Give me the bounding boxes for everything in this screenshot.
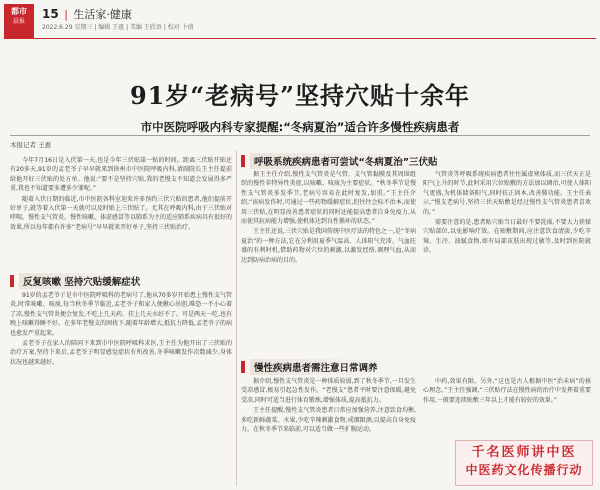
column-divider <box>236 150 237 486</box>
heading-marker <box>10 275 14 287</box>
section-heading-b <box>241 153 446 169</box>
logo-line2: 晨报 <box>12 18 25 25</box>
body-paragraph: 91岁的孟老爷子是市中医院呼吸科的老病号了,他从70多岁开始患上慢性支气管炎,时常咳嗽、咳痰,每当秋冬季节临近,孟老爷子和家人便揪心吊胆,唯恐一不小心着了凉,慢性支气管炎便会复发,不吃上几天药、挂上几天水好不了。可是两天一吃,也有晚上咳嗽得睡不好。在多年老慢支的困扰下,随着年龄增大,抵抗力降低,孟老爷子的病也愈发严重起来。 <box>10 292 232 337</box>
body-paragraph: 据王主任介绍,慢性支气管炎是气管、支气管黏膜及其周围组织的慢性非特异性炎症,以咳嗽、咳痰为主要症状。“秋冬季节是慢性支气管炎多发季节,老病号容易在此时复发,加重。”王主任介绍,“该病发作时,可通过一些药物缓解症状,但往往会标不治本,而使用三伏贴,在明显改善患者症状的同时还能提高患者自身免疫力,从而使其抗病能力增强,使机体达到良性循环的状态。” <box>241 171 416 226</box>
intro-paragraph: 随着入伏日期的临近,市中医院各科室迎来许多预约三伏穴贴的患者,他们提前开好单子,就等着入伏第一天就可以及时贴上三伏贴了。尤其在呼吸内科,由于三伏贴对哮喘、慢性支气管炎、慢性咳嗽、体虚感冒等以肺系为主的适应肺系疾病具有很好的效果,所以每年都有许多“老病号”早早就来开好单子,坚持三伏贴治疗。 <box>10 195 233 231</box>
section-c-title: 慢性疾病患者需注意日常调养 <box>250 359 386 375</box>
headline: 91岁“老病号”坚持穴贴十余年 <box>129 81 470 110</box>
section-b-body-right <box>423 170 591 257</box>
byline: 本报记者 王惠 <box>10 141 52 149</box>
intro-paragraph: 今年7月16日是入伏第一天,也是今年三伏贴第一贴的时间。距离三伏贴开贴还有20多天,91岁的孟老爷子早早就来到徐州市中医院呼吸内科,请副院长王主任提前给他开好三伏贴的处方单。他说:“要不是坚持穴贴,我的老慢支不知道会发展得多严重,我也不知道要多遭多少罪呢。” <box>10 157 232 193</box>
campaign-line1: 千名医师讲中医 <box>471 445 577 460</box>
heading-marker <box>241 155 245 167</box>
body-paragraph: 气管炎等呼吸系统疾病患者往往属虚寒体质,而三伏天正是阳气上升的时节,此时采用穴位贴敷的方法加以调治,可使人体阳气更盛,为机体储备阳气,同时扶正固本,改善肺功能。王主任表示,“慢支老病号,坚持三伏天贴敷是经过慢性支气管炎患者喜欢的。” <box>423 171 591 216</box>
subheadline: 市中医院呼吸内科专家提醒:“冬病夏治”适合许多慢性疾病患者 <box>140 120 460 134</box>
logo-line1: 都市 <box>11 7 27 16</box>
page-info: 2022.6.29 星期三 | 编辑 王惠 | 美编 王欣语 | 校对 卜倩 <box>42 24 194 31</box>
header-rule <box>4 38 596 39</box>
section-heading-c <box>241 359 386 375</box>
header-separator: | <box>64 8 68 21</box>
section-b-body-left <box>241 170 416 266</box>
title-rule <box>10 135 590 136</box>
body-paragraph: 中药,效果有限。另外,“这也是古人根据中医“治未病”的核心理念。”王主任强调,“三伏贴疗法在慢性病的治疗中发挥着重要作用,一般要连续贴敷三年以上才能有较好的效果。” <box>423 378 591 404</box>
body-paragraph: 孟老爷子在家人的陪同下来到市中医院呼吸科求医,王主任为他开出了三伏贴的治疗方案,坚持下来后,孟老爷子明显感觉症状有所改善,冬季咳嗽发作次数减少,身体状况也越来越好。 <box>10 340 232 366</box>
section-b-title: 呼吸系统疾病患者可尝试“冬病夏治”三伏贴 <box>250 153 446 169</box>
page-header <box>42 6 132 22</box>
page-number: 15 <box>42 7 59 21</box>
body-paragraph: 王主任还说,三伏穴贴是我国传统中医疗法的特色之一,是“冬病夏治”的一种方法,它在分利用夏季气温高、人体阳气充沛、气血旺盛的有利时机,借助药物对穴位的刺激,以激发经络,调理气血,从而达到防病治病的目的。 <box>241 228 416 264</box>
section-heading-a <box>10 273 148 289</box>
campaign-stamp <box>455 440 593 486</box>
body-paragraph: 王主任提醒,慢性支气管炎患者日常应加强营养,注意饮食均衡,多吃新鲜蔬菜、水果,少吃辛辣刺激食物,戒烟限酒,以提高自身免疫力。在秋冬季节来临前,可以适当做一些扩胸运动。 <box>241 407 416 434</box>
section-a-title: 反复咳嗽 坚持穴贴缓解症状 <box>19 273 148 289</box>
left-column <box>10 156 232 233</box>
body-paragraph: 需要注意的是,患者贴穴贴当日最好不要洗澡,不要大力搓揉穴贴部位,以免影响疗效。在贴敷期间,应注意饮食清淡,少吃辛辣、生冷、油腻食物,如有局部皮肤出现过敏等,及时到医院就诊。 <box>423 219 591 255</box>
section-c-body-left <box>241 377 416 435</box>
heading-marker <box>241 361 245 373</box>
section-a-body <box>10 291 232 368</box>
section-c-body-right <box>423 377 591 437</box>
section-name: 生活家·健康 <box>73 8 132 21</box>
body-paragraph: 据介绍,慢性支气管炎是一种体质较弱,到了秋冬季节,一旦发生受凉感冒,极易引起急性发作。“老慢支”患者平时要注意保暖,避免受凉,同时可适当进行体育锻炼,增强体质,提高抵抗力。 <box>241 378 416 404</box>
newspaper-logo <box>4 4 34 38</box>
campaign-line2: 中医药文化传播行动 <box>465 463 583 477</box>
